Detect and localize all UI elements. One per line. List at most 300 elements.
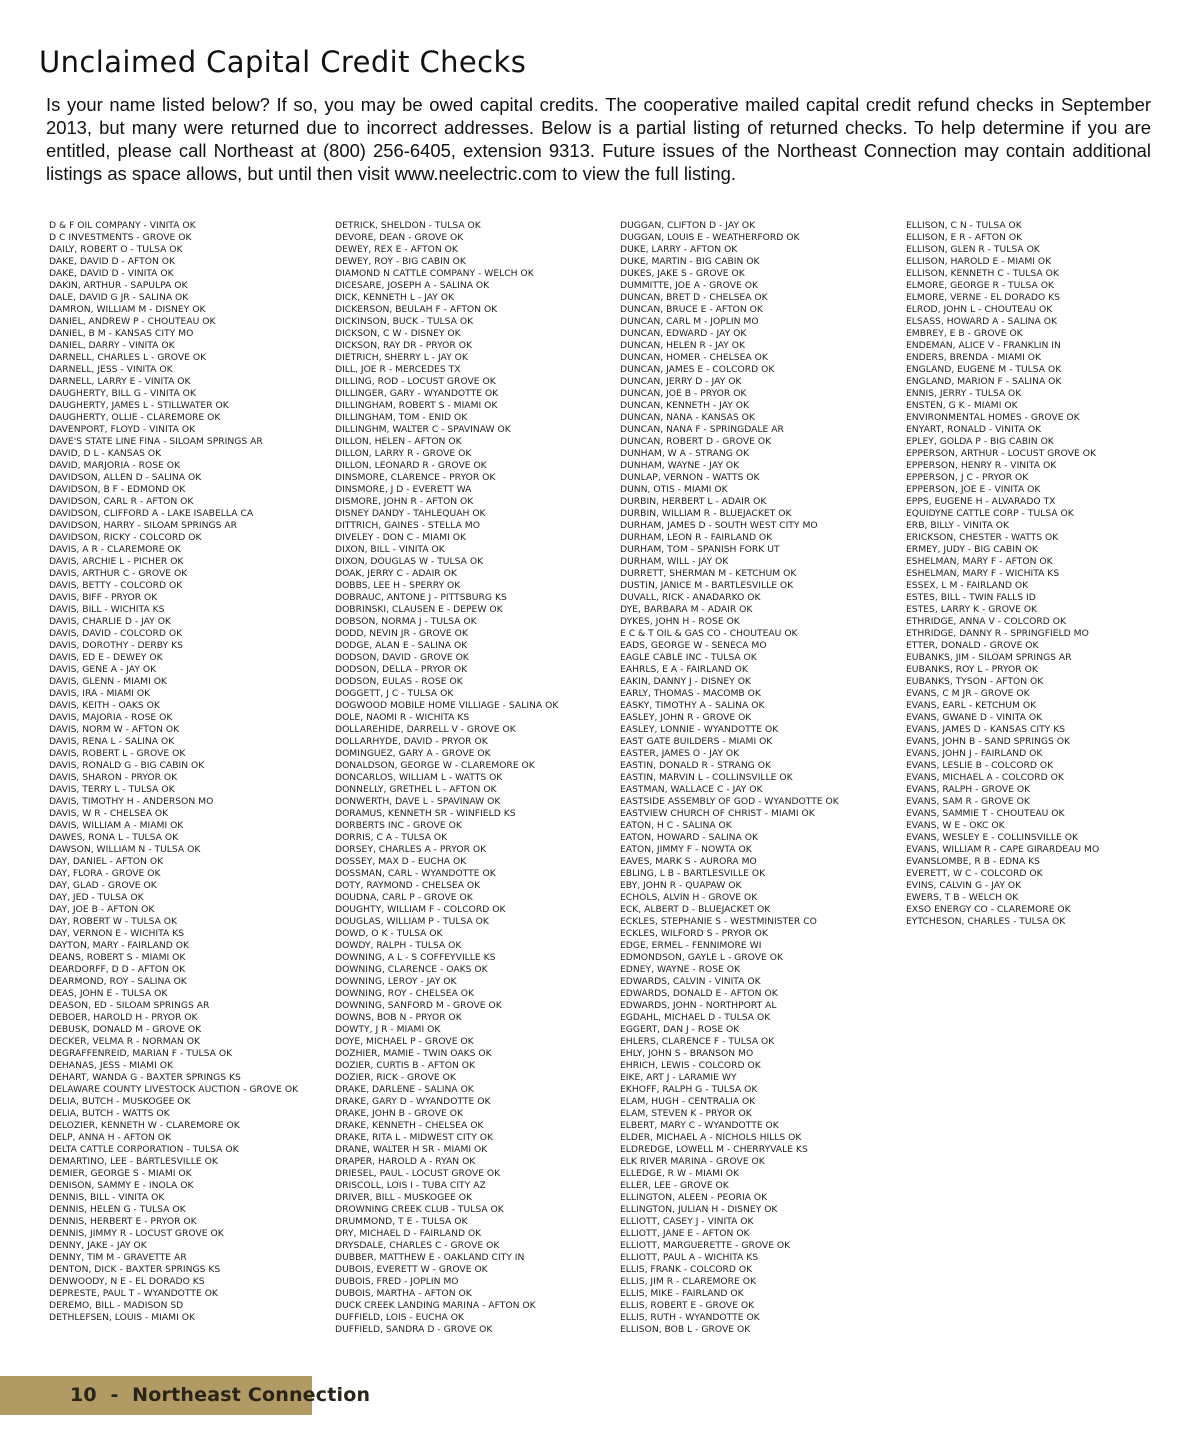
listing-entry: DUGGAN, LOUIS E - WEATHERFORD OK (620, 232, 800, 243)
listing-entry: DOLE, NAOMI R - WICHITA KS (335, 712, 470, 723)
listing-entry: DELOZIER, KENNETH W - CLAREMORE OK (49, 1120, 240, 1131)
listing-entry: DICK, KENNETH L - JAY OK (335, 292, 455, 303)
listing-entry: EPPERSON, ARTHUR - LOCUST GROVE OK (906, 448, 1097, 459)
listing-entry: ELLINGTON, ALEEN - PEORIA OK (620, 1192, 768, 1203)
listing-entry: DONWERTH, DAVE L - SPAVINAW OK (335, 796, 501, 807)
listing-entry: DRY, MICHAEL D - FAIRLAND OK (335, 1228, 482, 1239)
listing-entry: EUBANKS, ROY L - PRYOR OK (906, 664, 1038, 675)
listing-entry: EQUIDYNE CATTLE CORP - TULSA OK (906, 508, 1074, 519)
listing-entry: DUNCAN, KENNETH - JAY OK (620, 400, 750, 411)
listing-entry: ERICKSON, CHESTER - WATTS OK (906, 532, 1059, 543)
listing-entry: DICKSON, C W - DISNEY OK (335, 328, 461, 339)
listing-entry: DUBOIS, EVERETT W - GROVE OK (335, 1264, 488, 1275)
listing-entry: DUNCAN, NANA - KANSAS OK (620, 412, 755, 423)
listing-entry: DUNCAN, HELEN R - JAY OK (620, 340, 745, 351)
listing-entry: DUKE, MARTIN - BIG CABIN OK (620, 256, 760, 267)
listing-entry: ELMORE, VERNE - EL DORADO KS (906, 292, 1060, 303)
listing-entry: DAYTON, MARY - FAIRLAND OK (49, 940, 189, 951)
listing-columns (49, 220, 1169, 1340)
listing-entry: DRISCOLL, LOIS I - TUBA CITY AZ (335, 1180, 486, 1191)
listing-entry: DUCK CREEK LANDING MARINA - AFTON OK (335, 1300, 536, 1311)
listing-entry: EATON, HOWARD - SALINA OK (620, 832, 759, 843)
listing-entry: DOZIER, RICK - GROVE OK (335, 1072, 456, 1083)
listing-entry: DAWSON, WILLIAM N - TULSA OK (49, 844, 201, 855)
listing-entry: DICKINSON, BUCK - TULSA OK (335, 316, 474, 327)
listing-entry: EASTER, JAMES O - JAY OK (620, 748, 740, 759)
listing-entry: DENNY, TIM M - GRAVETTE AR (49, 1252, 187, 1263)
listing-entry: DURHAM, TOM - SPANISH FORK UT (620, 544, 780, 555)
listing-entry: DAVIS, W R - CHELSEA OK (49, 808, 169, 819)
listing-entry: DENNIS, BILL - VINITA OK (49, 1192, 165, 1203)
listing-entry: DUFFIELD, SANDRA D - GROVE OK (335, 1324, 493, 1335)
listing-entry: DONNELLY, GRETHEL L - AFTON OK (335, 784, 497, 795)
listing-entry: EAST GATE BUILDERS - MIAMI OK (620, 736, 773, 747)
listing-entry: DAVIS, IRA - MIAMI OK (49, 688, 151, 699)
listing-entry: DEARDORFF, D D - AFTON OK (49, 964, 186, 975)
listing-entry: DITTRICH, GAINES - STELLA MO (335, 520, 480, 531)
listing-entry: EDMONDSON, GAYLE L - GROVE OK (620, 952, 784, 963)
listing-entry: DURBIN, WILLIAM R - BLUEJACKET OK (620, 508, 792, 519)
listing-entry: DOBRINSKI, CLAUSEN E - DEPEW OK (335, 604, 503, 615)
listing-entry: EVANS, WESLEY E - COLLINSVILLE OK (906, 832, 1078, 843)
listing-entry: DODGE, ALAN E - SALINA OK (335, 640, 468, 651)
listing-entry: ETHRIDGE, DANNY R - SPRINGFIELD MO (906, 628, 1089, 639)
listing-entry: DECKER, VELMA R - NORMAN OK (49, 1036, 200, 1047)
listing-entry: ERMEY, JUDY - BIG CABIN OK (906, 544, 1038, 555)
listing-entry: EGDAHL, MICHAEL D - TULSA OK (620, 1012, 771, 1023)
listing-entry: DODD, NEVIN JR - GROVE OK (335, 628, 468, 639)
listing-entry: DANIEL, B M - KANSAS CITY MO (49, 328, 194, 339)
listing-entry: DODSON, EULAS - ROSE OK (335, 676, 463, 687)
listing-entry: DAVIS, TIMOTHY H - ANDERSON MO (49, 796, 214, 807)
listing-entry: DEBOER, HAROLD H - PRYOR OK (49, 1012, 198, 1023)
listing-entry: EDWARDS, DONALD E - AFTON OK (620, 988, 778, 999)
listing-entry: DAVIS, ARTHUR C - GROVE OK (49, 568, 188, 579)
listing-entry: EASKY, TIMOTHY A - SALINA OK (620, 700, 765, 711)
listing-entry: DUNCAN, JERRY D - JAY OK (620, 376, 742, 387)
listing-entry: EPPERSON, HENRY R - VINITA OK (906, 460, 1057, 471)
listing-entry: DOLLARHYDE, DAVID - PRYOR OK (335, 736, 488, 747)
listing-entry: EPPERSON, J C - PRYOR OK (906, 472, 1029, 483)
listing-entry: ELLIS, JIM R - CLAREMORE OK (620, 1276, 756, 1287)
listing-entry: ELLISON, KENNETH C - TULSA OK (906, 268, 1059, 279)
listing-entry: DUBOIS, MARTHA - AFTON OK (335, 1288, 472, 1299)
listing-entry: DAVIS, SHARON - PRYOR OK (49, 772, 178, 783)
listing-entry: DICESARE, JOSEPH A - SALINA OK (335, 280, 490, 291)
listing-entry: EVANS, LESLIE B - COLCORD OK (906, 760, 1054, 771)
listing-entry: EAHRLS, E A - FAIRLAND OK (620, 664, 748, 675)
listing-entry: DILLINGHAM, ROBERT S - MIAMI OK (335, 400, 498, 411)
listing-entry: EBY, JOHN R - QUAPAW OK (620, 880, 742, 891)
footer-page-label: 10 - Northeast Connection (70, 1384, 371, 1406)
listing-entry: ELROD, JOHN L - CHOUTEAU OK (906, 304, 1053, 315)
listing-entry: ELLISON, E R - AFTON OK (906, 232, 1023, 243)
listing-entry: DURRETT, SHERMAN M - KETCHUM OK (620, 568, 797, 579)
listing-entry: DAVIDSON, HARRY - SILOAM SPRINGS AR (49, 520, 238, 531)
listing-entry: EAGLE CABLE INC - TULSA OK (620, 652, 757, 663)
listing-entry: EXSO ENERGY CO - CLAREMORE OK (906, 904, 1071, 915)
listing-entry: EPPS, EUGENE H - ALVARADO TX (906, 496, 1056, 507)
listing-entry: DILLON, LARRY R - GROVE OK (335, 448, 472, 459)
listing-entry: DEPRESTE, PAUL T - WYANDOTTE OK (49, 1288, 218, 1299)
listing-entry: DALE, DAVID G JR - SALINA OK (49, 292, 189, 303)
listing-entry: DAVIDSON, RICKY - COLCORD OK (49, 532, 202, 543)
listing-entry: DOAK, JERRY C - ADAIR OK (335, 568, 457, 579)
listing-entry: DOUGHTY, WILLIAM F - COLCORD OK (335, 904, 506, 915)
listing-entry: ESHELMAN, MARY F - WICHITA KS (906, 568, 1060, 579)
listing-entry: EVANS, RALPH - GROVE OK (906, 784, 1031, 795)
listing-entry: ECKLES, STEPHANIE S - WESTMINISTER CO (620, 916, 817, 927)
listing-entry: DOWDY, RALPH - TULSA OK (335, 940, 462, 951)
listing-entry: DRAKE, RITA L - MIDWEST CITY OK (335, 1132, 494, 1143)
listing-entry: DENNIS, JIMMY R - LOCUST GROVE OK (49, 1228, 224, 1239)
listing-entry: EADS, GEORGE W - SENECA MO (620, 640, 767, 651)
listing-entry: EASLEY, LONNIE - WYANDOTTE OK (620, 724, 779, 735)
listing-entry: DORRIS, C A - TULSA OK (335, 832, 448, 843)
listing-entry: DAVIDSON, ALLEN D - SALINA OK (49, 472, 202, 483)
listing-entry: DRUMMOND, T E - TULSA OK (335, 1216, 468, 1227)
listing-entry: DAUGHERTY, JAMES L - STILLWATER OK (49, 400, 229, 411)
listing-entry: ELK RIVER MARINA - GROVE OK (620, 1156, 765, 1167)
listing-entry: DAUGHERTY, OLLIE - CLAREMORE OK (49, 412, 221, 423)
listing-entry: DYE, BARBARA M - ADAIR OK (620, 604, 753, 615)
listing-entry: DINSMORE, J D - EVERETT WA (335, 484, 472, 495)
listing-entry: DEWEY, ROY - BIG CABIN OK (335, 256, 466, 267)
listing-entry: EVANS, EARL - KETCHUM OK (906, 700, 1037, 711)
listing-entry: EAVES, MARK S - AURORA MO (620, 856, 757, 867)
listing-entry: DOZHIER, MAMIE - TWIN OAKS OK (335, 1048, 492, 1059)
listing-entry: DIAMOND N CATTLE COMPANY - WELCH OK (335, 268, 534, 279)
listing-entry: DELTA CATTLE CORPORATION - TULSA OK (49, 1144, 239, 1155)
listing-entry: DILLINGHAM, TOM - ENID OK (335, 412, 468, 423)
listing-entry: DENTON, DICK - BAXTER SPRINGS KS (49, 1264, 221, 1275)
listing-entry: DEANS, ROBERT S - MIAMI OK (49, 952, 186, 963)
listing-entry: DORSEY, CHARLES A - PRYOR OK (335, 844, 487, 855)
listing-entry: ELDREDGE, LOWELL M - CHERRYVALE KS (620, 1144, 808, 1155)
listing-entry: DURBIN, HERBERT L - ADAIR OK (620, 496, 767, 507)
listing-entry: ELLIS, MIKE - FAIRLAND OK (620, 1288, 744, 1299)
listing-entry: DISMORE, JOHN R - AFTON OK (335, 496, 474, 507)
listing-entry: DONCARLOS, WILLIAM L - WATTS OK (335, 772, 503, 783)
listing-entry: EVANS, W E - OKC OK (906, 820, 1005, 831)
listing-column-4 (906, 220, 1099, 928)
listing-entry: DUNCAN, JOE B - PRYOR OK (620, 388, 747, 399)
listing-entry: DIVELEY - DON C - MIAMI OK (335, 532, 466, 543)
listing-column-3 (620, 220, 839, 1336)
listing-entry: ENNIS, JERRY - TULSA OK (906, 388, 1022, 399)
listing-entry: DEHART, WANDA G - BAXTER SPRINGS KS (49, 1072, 241, 1083)
listing-entry: DAVID, MARJORIA - ROSE OK (49, 460, 181, 471)
listing-entry: DUVALL, RICK - ANADARKO OK (620, 592, 761, 603)
listing-entry: EBLING, L B - BARTLESVILLE OK (620, 868, 766, 879)
listing-entry: DENNIS, HELEN G - TULSA OK (49, 1204, 186, 1215)
listing-entry: EVANS, JOHN J - FAIRLAND OK (906, 748, 1043, 759)
listing-entry: DARNELL, CHARLES L - GROVE OK (49, 352, 207, 363)
listing-entry: DODSON, DAVID - GROVE OK (335, 652, 469, 663)
listing-entry: DOWNING, ROY - CHELSEA OK (335, 988, 475, 999)
listing-entry: ESSEX, L M - FAIRLAND OK (906, 580, 1029, 591)
listing-entry: ELAM, HUGH - CENTRALIA OK (620, 1096, 756, 1107)
listing-entry: DEHANAS, JESS - MIAMI OK (49, 1060, 173, 1071)
listing-entry: DUKE, LARRY - AFTON OK (620, 244, 738, 255)
listing-entry: DRAKE, JOHN B - GROVE OK (335, 1108, 463, 1119)
listing-entry: DEBUSK, DONALD M - GROVE OK (49, 1024, 202, 1035)
listing-entry: DANIEL, DARRY - VINITA OK (49, 340, 175, 351)
listing-entry: D & F OIL COMPANY - VINITA OK (49, 220, 196, 231)
listing-entry: DUMMITTE, JOE A - GROVE OK (620, 280, 759, 291)
listing-entry: DARNELL, LARRY E - VINITA OK (49, 376, 191, 387)
listing-entry: DYKES, JOHN H - ROSE OK (620, 616, 740, 627)
listing-entry: ENYART, RONALD - VINITA OK (906, 424, 1042, 435)
listing-entry: DOWD, O K - TULSA OK (335, 928, 443, 939)
listing-entry: EDNEY, WAYNE - ROSE OK (620, 964, 741, 975)
listing-entry: ELAM, STEVEN K - PRYOR OK (620, 1108, 752, 1119)
listing-entry: DAVIS, KEITH - OAKS OK (49, 700, 160, 711)
listing-entry: EYTCHESON, CHARLES - TULSA OK (906, 916, 1066, 927)
listing-entry: DODSON, DELLA - PRYOR OK (335, 664, 468, 675)
listing-entry: DOBBS, LEE H - SPERRY OK (335, 580, 461, 591)
listing-entry: ECKLES, WILFORD S - PRYOR OK (620, 928, 768, 939)
listing-entry: DUNCAN, JAMES E - COLCORD OK (620, 364, 775, 375)
listing-entry: DAKIN, ARTHUR - SAPULPA OK (49, 280, 188, 291)
listing-entry: DAVIS, GLENN - MIAMI OK (49, 676, 167, 687)
listing-entry: DUSTIN, JANICE M - BARTLESVILLE OK (620, 580, 794, 591)
listing-entry: DELIA, BUTCH - MUSKOGEE OK (49, 1096, 191, 1107)
listing-entry: DUNLAP, VERNON - WATTS OK (620, 472, 760, 483)
listing-entry: DONALDSON, GEORGE W - CLAREMORE OK (335, 760, 535, 771)
listing-entry: DAVIDSON, CARL R - AFTON OK (49, 496, 194, 507)
listing-entry: ELLIS, ROBERT E - GROVE OK (620, 1300, 755, 1311)
listing-entry: DAY, DANIEL - AFTON OK (49, 856, 164, 867)
listing-entry: DILLON, HELEN - AFTON OK (335, 436, 462, 447)
listing-entry: DIXON, DOUGLAS W - TULSA OK (335, 556, 484, 567)
listing-entry: DOUGLAS, WILLIAM P - TULSA OK (335, 916, 489, 927)
listing-entry: DUNCAN, ROBERT D - GROVE OK (620, 436, 772, 447)
listing-entry: EVANS, C M JR - GROVE OK (906, 688, 1030, 699)
listing-entry: DENWOODY, N E - EL DORADO KS (49, 1276, 205, 1287)
listing-entry: EATON, JIMMY F - NOWTA OK (620, 844, 752, 855)
listing-entry: DOZIER, CURTIS B - AFTON OK (335, 1060, 476, 1071)
listing-entry: DAY, ROBERT W - TULSA OK (49, 916, 178, 927)
listing-entry: EUBANKS, TYSON - AFTON OK (906, 676, 1044, 687)
listing-entry: DUNHAM, W A - STRANG OK (620, 448, 749, 459)
listing-entry: DARNELL, JESS - VINITA OK (49, 364, 173, 375)
listing-entry: DIETRICH, SHERRY L - JAY OK (335, 352, 468, 363)
listing-entry: DAWES, RONA L - TULSA OK (49, 832, 179, 843)
listing-entry: DOGGETT, J C - TULSA OK (335, 688, 454, 699)
listing-entry: DOLLAREHIDE, DARRELL V - GROVE OK (335, 724, 516, 735)
listing-entry: EASLEY, JOHN R - GROVE OK (620, 712, 752, 723)
listing-entry: DRAKE, GARY D - WYANDOTTE OK (335, 1096, 491, 1107)
listing-entry: DAVIS, ARCHIE L - PICHER OK (49, 556, 184, 567)
listing-entry: DAVIS, WILLIAM A - MIAMI OK (49, 820, 184, 831)
listing-entry: DROWNING CREEK CLUB - TULSA OK (335, 1204, 504, 1215)
listing-entry: E C & T OIL & GAS CO - CHOUTEAU OK (620, 628, 798, 639)
listing-entry: DAY, FLORA - GROVE OK (49, 868, 161, 879)
listing-entry: EVINS, CALVIN G - JAY OK (906, 880, 1022, 891)
listing-entry: ENDEMAN, ALICE V - FRANKLIN IN (906, 340, 1061, 351)
listing-entry: DEMIER, GEORGE S - MIAMI OK (49, 1168, 192, 1179)
listing-entry: DAVIS, BIFF - PRYOR OK (49, 592, 158, 603)
listing-entry: DRAKE, KENNETH - CHELSEA OK (335, 1120, 484, 1131)
listing-entry: ELLIOTT, PAUL A - WICHITA KS (620, 1252, 759, 1263)
listing-entry: DOGWOOD MOBILE HOME VILLIAGE - SALINA OK (335, 700, 559, 711)
listing-entry: DENNIS, HERBERT E - PRYOR OK (49, 1216, 197, 1227)
listing-entry: DRAKE, DARLENE - SALINA OK (335, 1084, 474, 1095)
listing-entry: DAVIS, ROBERT L - GROVE OK (49, 748, 186, 759)
listing-entry: ELLER, LEE - GROVE OK (620, 1180, 729, 1191)
listing-entry: DOWNING, SANFORD M - GROVE OK (335, 1000, 502, 1011)
listing-entry: EGGERT, DAN J - ROSE OK (620, 1024, 740, 1035)
listing-entry: DICKSON, RAY DR - PRYOR OK (335, 340, 472, 351)
listing-entry: ELLISON, HAROLD E - MIAMI OK (906, 256, 1052, 267)
listing-entry: ELLISON, C N - TULSA OK (906, 220, 1022, 231)
listing-entry: ELDER, MICHAEL A - NICHOLS HILLS OK (620, 1132, 802, 1143)
listing-column-2 (335, 220, 558, 1336)
listing-entry: DUNCAN, BRET D - CHELSEA OK (620, 292, 768, 303)
listing-entry: DUNCAN, NANA F - SPRINGDALE AR (620, 424, 784, 435)
listing-entry: EPLEY, GOLDA P - BIG CABIN OK (906, 436, 1054, 447)
listing-entry: EDGE, ERMEL - FENNIMORE WI (620, 940, 762, 951)
listing-entry: EARLY, THOMAS - MACOMB OK (620, 688, 761, 699)
listing-entry: ELSASS, HOWARD A - SALINA OK (906, 316, 1057, 327)
listing-entry: ELBERT, MARY C - WYANDOTTE OK (620, 1120, 779, 1131)
listing-entry: DILLINGER, GARY - WYANDOTTE OK (335, 388, 499, 399)
listing-entry: DRYSDALE, CHARLES C - GROVE OK (335, 1240, 500, 1251)
listing-entry: DAKE, DAVID D - VINITA OK (49, 268, 174, 279)
intro-paragraph: Is your name listed below? If so, you may be owed capital credits. The cooperative mailed capital credit refund checks in September 2013, but many were returned due to incorrect addresses. Below is a partial listing of returned checks. To help determine if you are entitled, please call Northeast at (800) 256-6405, extension 9313. Future issues of the Northeast Connection may contain additional listings as space allows, but until then visit www.neelectric.com to view the full listing. (46, 94, 1151, 184)
listing-entry: DISNEY DANDY - TAHLEQUAH OK (335, 508, 486, 519)
listing-entry: ERB, BILLY - VINITA OK (906, 520, 1010, 531)
listing-entry: ENSTEN, G K - MIAMI OK (906, 400, 1018, 411)
listing-entry: DUNCAN, BRUCE E - AFTON OK (620, 304, 763, 315)
listing-entry: DAY, VERNON E - WICHITA KS (49, 928, 185, 939)
listing-entry: EASTIN, DONALD R - STRANG OK (620, 760, 771, 771)
listing-entry: DURHAM, LEON R - FAIRLAND OK (620, 532, 773, 543)
listing-entry: DILLING, ROD - LOCUST GROVE OK (335, 376, 496, 387)
listing-entry: DAVIS, RONALD G - BIG CABIN OK (49, 760, 205, 771)
listing-entry: DAVIS, MAJORIA - ROSE OK (49, 712, 173, 723)
listing-entry: DUKES, JAKE S - GROVE OK (620, 268, 745, 279)
listing-entry: DOWNING, A L - S COFFEYVILLE KS (335, 952, 496, 963)
listing-entry: DOSSEY, MAX D - EUCHA OK (335, 856, 467, 867)
listing-entry: EPPERSON, JOE E - VINITA OK (906, 484, 1041, 495)
listing-entry: DOMINGUEZ, GARY A - GROVE OK (335, 748, 491, 759)
listing-entry: DAY, JED - TULSA OK (49, 892, 144, 903)
listing-entry: DOBRAUC, ANTONE J - PITTSBURG KS (335, 592, 507, 603)
listing-entry: DUNHAM, WAYNE - JAY OK (620, 460, 740, 471)
listing-entry: DICKERSON, BEULAH F - AFTON OK (335, 304, 498, 315)
listing-entry: DOWNS, BOB N - PRYOR OK (335, 1012, 462, 1023)
listing-entry: EHLERS, CLARENCE F - TULSA OK (620, 1036, 775, 1047)
listing-entry: EVANS, JAMES D - KANSAS CITY KS (906, 724, 1066, 735)
listing-entry: DAKE, DAVID D - AFTON OK (49, 256, 175, 267)
listing-entry: DEASON, ED - SILOAM SPRINGS AR (49, 1000, 210, 1011)
listing-entry: DOSSMAN, CARL - WYANDOTTE OK (335, 868, 496, 879)
listing-entry: DAVID, D L - KANSAS OK (49, 448, 162, 459)
listing-entry: ELLISON, GLEN R - TULSA OK (906, 244, 1040, 255)
listing-entry: ENDERS, BRENDA - MIAMI OK (906, 352, 1042, 363)
listing-entry: DEVORE, DEAN - GROVE OK (335, 232, 464, 243)
listing-entry: EVANS, GWANE D - VINITA OK (906, 712, 1043, 723)
listing-entry: EMBREY, E B - GROVE OK (906, 328, 1023, 339)
listing-entry: DUNCAN, CARL M - JOPLIN MO (620, 316, 759, 327)
listing-entry: ELLISON, BOB L - GROVE OK (620, 1324, 751, 1335)
listing-entry: ELLINGTON, JULIAN H - DISNEY OK (620, 1204, 778, 1215)
listing-entry: DENNY, JAKE - JAY OK (49, 1240, 147, 1251)
listing-entry: EVANS, WILLIAM R - CAPE GIRARDEAU MO (906, 844, 1100, 855)
listing-entry: ECHOLS, ALVIN H - GROVE OK (620, 892, 758, 903)
listing-entry: DILLON, LEONARD R - GROVE OK (335, 460, 487, 471)
listing-entry: EWERS, T B - WELCH OK (906, 892, 1019, 903)
listing-entry: DOTY, RAYMOND - CHELSEA OK (335, 880, 481, 891)
listing-entry: DRAPER, HAROLD A - RYAN OK (335, 1156, 476, 1167)
listing-entry: DUBOIS, FRED - JOPLIN MO (335, 1276, 459, 1287)
listing-entry: EAKIN, DANNY J - DISNEY OK (620, 676, 751, 687)
listing-entry: DIXON, BILL - VINITA OK (335, 544, 445, 555)
listing-entry: EDWARDS, CALVIN - VINITA OK (620, 976, 761, 987)
listing-entry: EASTVIEW CHURCH OF CHRIST - MIAMI OK (620, 808, 815, 819)
listing-entry: ENVIRONMENTAL HOMES - GROVE OK (906, 412, 1080, 423)
listing-entry: DUFFIELD, LOIS - EUCHA OK (335, 1312, 464, 1323)
listing-entry: DUNCAN, HOMER - CHELSEA OK (620, 352, 768, 363)
listing-entry: EKHOFF, RALPH G - TULSA OK (620, 1084, 758, 1095)
listing-entry: DUGGAN, CLIFTON D - JAY OK (620, 220, 756, 231)
listing-entry: DOBSON, NORMA J - TULSA OK (335, 616, 477, 627)
listing-entry: DOWNING, CLARENCE - OAKS OK (335, 964, 488, 975)
listing-entry: ETTER, DONALD - GROVE OK (906, 640, 1039, 651)
listing-entry: DAMRON, WILLIAM M - DISNEY OK (49, 304, 206, 315)
listing-entry: DOWNING, LEROY - JAY OK (335, 976, 457, 987)
listing-entry: DAVIS, DAVID - COLCORD OK (49, 628, 183, 639)
listing-entry: DAVIS, A R - CLAREMORE OK (49, 544, 181, 555)
listing-entry: DUNCAN, EDWARD - JAY OK (620, 328, 747, 339)
listing-entry: DORBERTS INC - GROVE OK (335, 820, 462, 831)
listing-entry: DINSMORE, CLARENCE - PRYOR OK (335, 472, 496, 483)
listing-entry: ELLEDGE, R W - MIAMI OK (620, 1168, 739, 1179)
listing-entry: DAVIS, GENE A - JAY OK (49, 664, 157, 675)
listing-entry: DAILY, ROBERT O - TULSA OK (49, 244, 183, 255)
listing-entry: DAY, JOE B - AFTON OK (49, 904, 155, 915)
listing-entry: DAVE'S STATE LINE FINA - SILOAM SPRINGS AR (49, 436, 263, 447)
listing-entry: EASTIN, MARVIN L - COLLINSVILLE OK (620, 772, 793, 783)
listing-entry: DELAWARE COUNTY LIVESTOCK AUCTION - GROVE OK (49, 1084, 299, 1095)
listing-entry: DORAMUS, KENNETH SR - WINFIELD KS (335, 808, 516, 819)
listing-entry: EHRICH, LEWIS - COLCORD OK (620, 1060, 761, 1071)
listing-entry: DAVIS, CHARLIE D - JAY OK (49, 616, 171, 627)
listing-entry: DAVENPORT, FLOYD - VINITA OK (49, 424, 196, 435)
listing-entry: ELLIS, RUTH - WYANDOTTE OK (620, 1312, 760, 1323)
listing-entry: EVANS, JOHN B - SAND SPRINGS OK (906, 736, 1071, 747)
listing-entry: EIKE, ART J - LARAMIE WY (620, 1072, 737, 1083)
listing-column-1 (49, 220, 299, 1324)
listing-entry: DOWTY, J R - MIAMI OK (335, 1024, 441, 1035)
listing-entry: ELLIS, FRANK - COLCORD OK (620, 1264, 753, 1275)
listing-entry: DEARMOND, ROY - SALINA OK (49, 976, 187, 987)
listing-entry: DILLINGHM, WALTER C - SPAVINAW OK (335, 424, 511, 435)
listing-entry: DAY, GLAD - GROVE OK (49, 880, 157, 891)
listing-entry: ESHELMAN, MARY F - AFTON OK (906, 556, 1053, 567)
listing-entry: DELIA, BUTCH - WATTS OK (49, 1108, 170, 1119)
listing-entry: EVANSLOMBE, R B - EDNA KS (906, 856, 1040, 867)
listing-entry: ELMORE, GEORGE R - TULSA OK (906, 280, 1054, 291)
page-title: Unclaimed Capital Credit Checks (39, 45, 527, 79)
listing-entry: DURHAM, WILL - JAY OK (620, 556, 729, 567)
listing-entry: DANIEL, ANDREW P - CHOUTEAU OK (49, 316, 216, 327)
listing-entry: EDWARDS, JOHN - NORTHPORT AL (620, 1000, 777, 1011)
listing-entry: DAVIS, NORM W - AFTON OK (49, 724, 180, 735)
listing-entry: DEWEY, REX E - AFTON OK (335, 244, 458, 255)
